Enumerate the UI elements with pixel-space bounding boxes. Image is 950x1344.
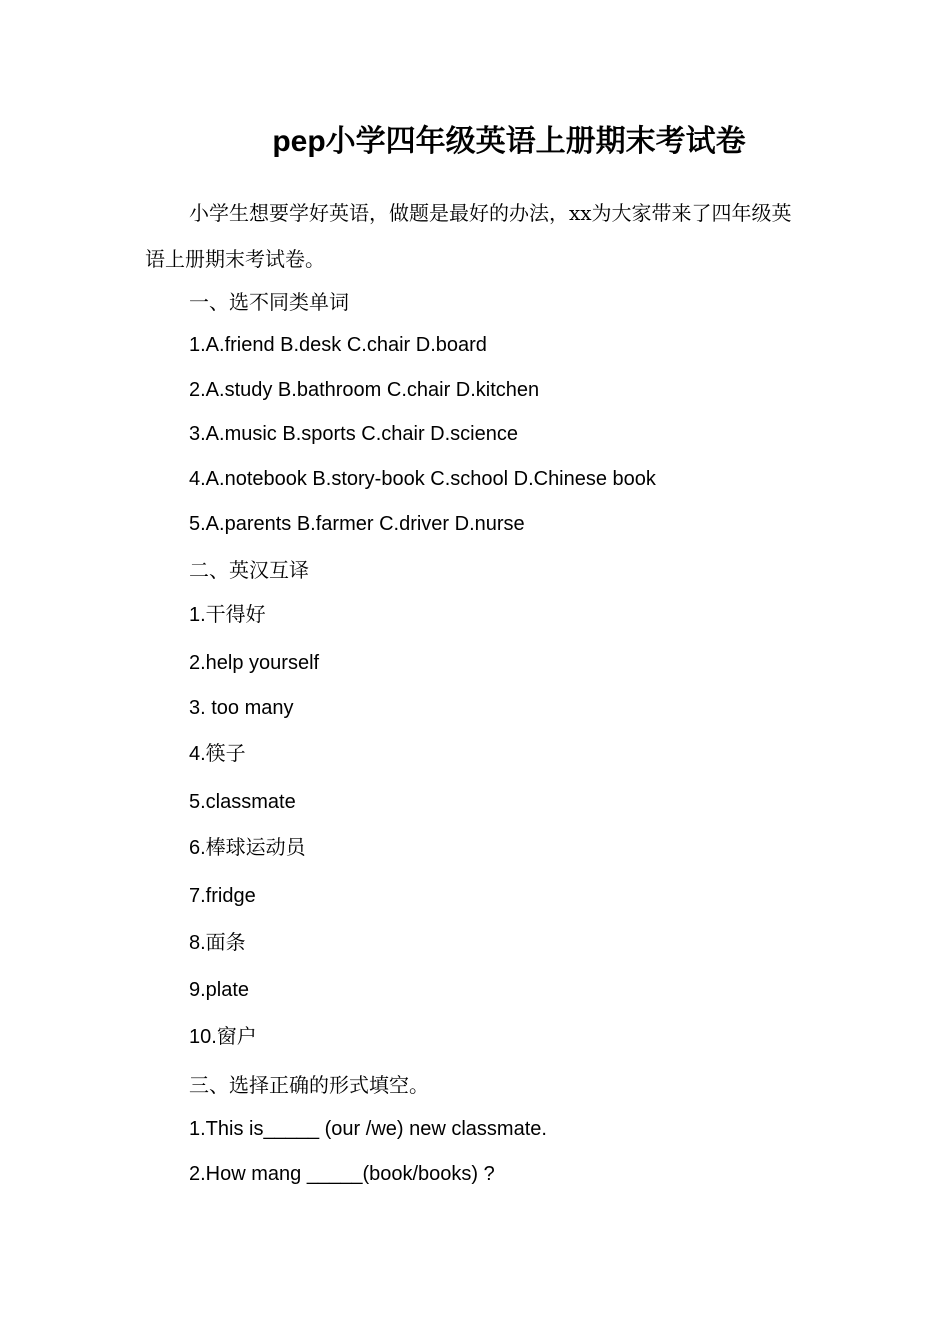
section2-item-1: 1.干得好 [189, 604, 266, 626]
section2-heading: 二、英汉互译 [189, 558, 309, 582]
intro-paragraph: 小学生想要学好英语，做题是最好的办法，xx为大家带来了四年级英语上册期末考试卷。 [145, 201, 792, 271]
document-title: pep小学四年级英语上册期末考试卷 [272, 125, 746, 158]
section2-item-8: 8.面条 [189, 932, 246, 954]
section1-item-3: 3.A.music B.sports C.chair D.science [189, 423, 518, 445]
section2-item-5: 5.classmate [189, 791, 296, 813]
section3-item-2: 2.How mang _____(book/books) ? [189, 1163, 495, 1185]
section1-item-4: 4.A.notebook B.story-book C.school D.Chinese book [189, 468, 656, 490]
section2-item-7: 7.fridge [189, 885, 256, 907]
section2-item-6: 6.棒球运动员 [189, 837, 306, 859]
section2-item-9: 9.plate [189, 979, 250, 1001]
section2-item-4: 4.筷子 [189, 743, 246, 765]
section3-item-1: 1.This is_____ (our /we) new classmate. [189, 1118, 547, 1140]
section1-item-2: 2.A.study B.bathroom C.chair D.kitchen [189, 379, 540, 401]
section2-item-10: 10.窗户 [189, 1026, 257, 1048]
section2-item-3: 3. too many [189, 697, 294, 719]
section1-item-5: 5.A.parents B.farmer C.driver D.nurse [189, 513, 525, 535]
section3-heading: 三、选择正确的形式填空。 [189, 1073, 429, 1097]
section2-item-2: 2.help yourself [189, 652, 320, 674]
section1-heading: 一、选不同类单词 [189, 290, 349, 314]
section1-item-1: 1.A.friend B.desk C.chair D.board [189, 334, 487, 356]
